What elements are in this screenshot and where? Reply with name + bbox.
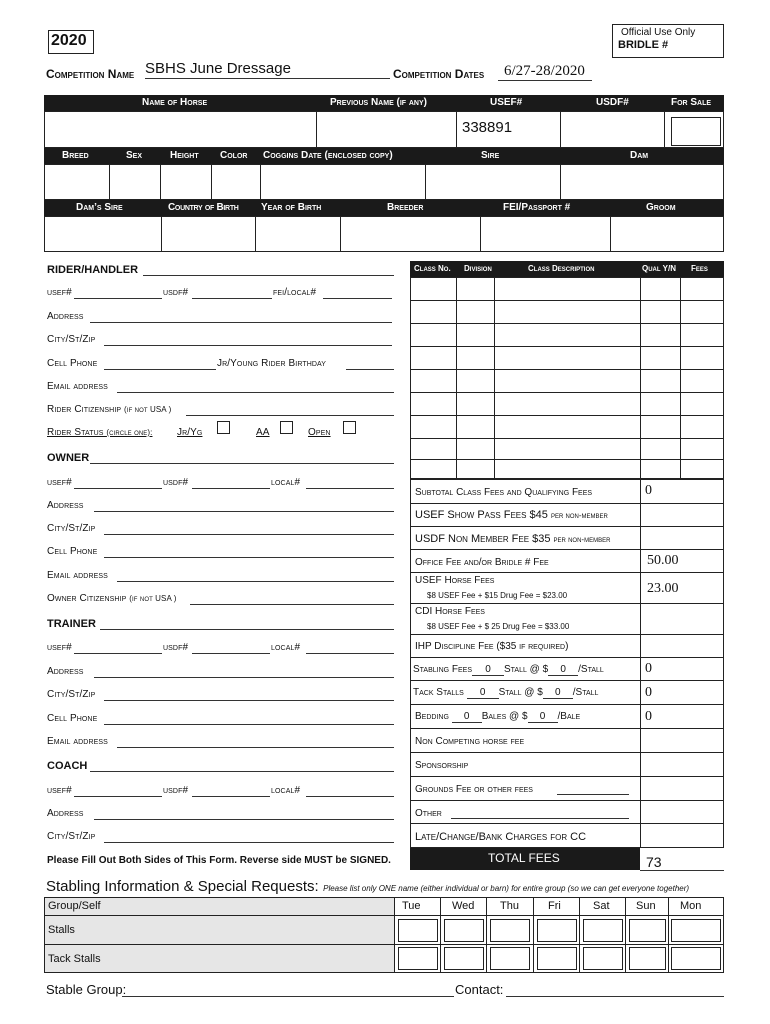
tack-stall-sun[interactable] (629, 947, 666, 970)
rider-usdf-label: usdf# (163, 287, 189, 298)
owner-citizenship-line[interactable] (190, 604, 394, 605)
fee-row-non-competing: Non Competing horse fee (410, 729, 724, 753)
fee-row-subtotal: Subtotal Class Fees and Qualifying Fees 0 (410, 479, 724, 504)
stalls-row (45, 916, 394, 945)
rider-fei-local-line[interactable] (323, 298, 392, 299)
breed-field[interactable] (44, 164, 110, 200)
owner-local-line[interactable] (306, 488, 394, 489)
class-table (410, 277, 724, 479)
owner-usef-line[interactable] (74, 488, 162, 489)
fees-label: Fees (691, 264, 708, 273)
bedding-value[interactable]: 0 (645, 709, 652, 724)
rider-email-label: Email address (47, 381, 108, 392)
tack-stall-wed[interactable] (444, 947, 484, 970)
stabling-info-title: Stabling Information & Special Requests: Please list only ONE name (either individual or barn) for entire group (so we can get everyone together) (46, 878, 690, 895)
tack-count[interactable]: 0 (467, 687, 499, 699)
breed-label: Breed (62, 150, 89, 161)
stall-fri[interactable] (537, 919, 577, 942)
color-field[interactable] (211, 164, 261, 200)
owner-cell-line[interactable] (104, 557, 394, 558)
tack-stall-thu[interactable] (490, 947, 530, 970)
fee-row-usdf-non-member: USDF Non Member Fee $35 per non-member (410, 527, 724, 550)
owner-email-label: Email address (47, 570, 108, 581)
stall-sat[interactable] (583, 919, 623, 942)
coach-usef-label: usef# (47, 785, 72, 796)
competition-name-value[interactable]: SBHS June Dressage (145, 60, 291, 77)
dam-label: Dam (630, 150, 649, 161)
other-line[interactable] (451, 818, 629, 819)
color-label: Color (220, 150, 248, 161)
usdf-label: USDF# (596, 97, 629, 108)
stall-sun[interactable] (629, 919, 666, 942)
competition-dates-value[interactable]: 6/27-28/2020 (504, 63, 585, 79)
trainer-cell-label: Cell Phone (47, 713, 98, 724)
owner-usdf-label: usdf# (163, 477, 189, 488)
owner-usdf-line[interactable] (192, 488, 270, 489)
coach-address-line[interactable] (94, 819, 394, 820)
status-aa-label: AA (256, 427, 270, 438)
owner-email-line[interactable] (117, 581, 394, 582)
trainer-heading: TRAINER (47, 618, 96, 630)
stable-group-line[interactable] (122, 996, 454, 997)
rider-cell-line[interactable] (104, 369, 216, 370)
for-sale-checkbox[interactable] (671, 117, 721, 146)
fee-row-cdi-horse: CDI Horse Fees $8 USEF Fee + $ 25 Drug Fee = $33.00 (410, 604, 724, 635)
rider-usef-line[interactable] (74, 298, 162, 299)
breeder-field[interactable] (340, 216, 481, 252)
fee-row-bedding: Bedding 0 Bales @ $ 0 /Bale 0 (410, 705, 724, 729)
group-self-label: Group/Self (48, 900, 101, 912)
sex-label: Sex (126, 150, 143, 161)
coggins-field[interactable] (260, 164, 426, 200)
sex-field[interactable] (109, 164, 161, 200)
coach-heading: COACH (47, 760, 88, 772)
rider-citizenship-label: Rider Citizenship (if not USA ) (47, 404, 172, 415)
day-wed: Wed (452, 900, 475, 912)
trainer-usef-line[interactable] (74, 653, 162, 654)
stabling-value[interactable]: 0 (645, 661, 652, 676)
coach-city-label: City/St/Zip (47, 831, 96, 842)
fee-row-tack: Tack Stalls 0 Stall @ $ 0 /Stall 0 (410, 681, 724, 705)
stall-wed[interactable] (444, 919, 484, 942)
tack-stall-fri[interactable] (537, 947, 577, 970)
coach-address-label: Address (47, 808, 84, 819)
rider-citizenship-line[interactable] (186, 415, 394, 416)
horse-header-bar (44, 95, 724, 111)
stabling-price[interactable]: 0 (548, 664, 578, 676)
trainer-email-label: Email address (47, 736, 108, 747)
day-sat: Sat (593, 900, 610, 912)
rider-fei-local-label: fei/local# (273, 287, 317, 298)
fee-row-usef-horse: USEF Horse Fees $8 USEF Fee + $15 Drug Fee = $23.00 23.00 (410, 573, 724, 604)
rider-jr-birthday-label: Jr/Young Rider Birthday (217, 358, 327, 369)
year-of-birth-field[interactable] (255, 216, 341, 252)
coach-local-label: local# (271, 785, 301, 796)
owner-address-line[interactable] (94, 511, 394, 512)
rider-usdf-line[interactable] (192, 298, 272, 299)
height-field[interactable] (160, 164, 212, 200)
status-open-checkbox[interactable] (343, 421, 356, 434)
rider-city-label: City/St/Zip (47, 334, 96, 345)
fee-row-stabling: Stabling Fees 0 Stall @ $ 0 /Stall 0 (410, 658, 724, 681)
usef-label: USEF# (490, 97, 523, 108)
rider-city-line[interactable] (104, 345, 392, 346)
rider-jr-birthday-line[interactable] (346, 369, 394, 370)
owner-local-label: local# (271, 477, 301, 488)
fei-label: FEI/Passport # (503, 202, 571, 213)
class-no-label: Class No. (414, 264, 451, 273)
contact-label: Contact: (455, 982, 504, 997)
status-aa-checkbox[interactable] (280, 421, 293, 434)
dams-header-bar (44, 200, 724, 216)
fee-row-grounds: Grounds Fee or other fees (410, 777, 724, 801)
owner-city-line[interactable] (104, 534, 394, 535)
bedding-count[interactable]: 0 (452, 711, 482, 723)
tack-value[interactable]: 0 (645, 685, 652, 700)
rider-heading: RIDER/HANDLER (47, 264, 139, 276)
bedding-price[interactable]: 0 (528, 711, 558, 723)
total-fees-label: TOTAL FEES (488, 851, 560, 865)
status-open-label: Open (308, 427, 331, 438)
tack-stalls-label: Tack Stalls (48, 953, 101, 965)
previous-name-field[interactable] (316, 111, 457, 148)
official-use-label: Official Use Only (621, 27, 696, 38)
class-header-bar (410, 261, 724, 277)
breed-header-bar (44, 148, 724, 164)
qual-label: Qual Y/N (642, 264, 676, 273)
for-sale-label: For Sale (671, 97, 712, 108)
day-sun: Sun (636, 900, 656, 912)
stall-thu[interactable] (490, 919, 530, 942)
height-label: Height (170, 150, 199, 161)
trainer-email-line[interactable] (117, 747, 394, 748)
stabling-count[interactable]: 0 (472, 664, 504, 676)
coach-usdf-line[interactable] (192, 796, 270, 797)
previous-name-label: Previous Name (if any) (330, 97, 427, 108)
office-fee-value[interactable]: 50.00 (647, 553, 679, 568)
rider-cell-label: Cell Phone (47, 358, 98, 369)
fee-row-other: Other (410, 801, 724, 824)
year-of-birth-label: Year of Birth (261, 202, 322, 213)
sire-label: Sire (481, 150, 500, 161)
owner-address-label: Address (47, 500, 84, 511)
usef-horse-value[interactable]: 23.00 (647, 581, 679, 596)
grounds-line[interactable] (557, 794, 629, 795)
trainer-usdf-line[interactable] (192, 653, 270, 654)
coggins-label: Coggins Date (enclosed copy) (263, 150, 393, 161)
subtotal-value[interactable]: 0 (645, 483, 652, 498)
usdf-number-field[interactable] (560, 111, 665, 148)
coach-usdf-label: usdf# (163, 785, 189, 796)
tack-stall-tue[interactable] (398, 947, 438, 970)
stall-tue[interactable] (398, 919, 438, 942)
name-of-horse-label: Name of Horse (142, 97, 208, 108)
owner-usef-label: usef# (47, 477, 72, 488)
rider-address-line[interactable] (90, 322, 392, 323)
total-fees-value[interactable]: 73 (646, 854, 662, 870)
competition-name-label: Competition Name (46, 67, 135, 81)
trainer-usdf-label: usdf# (163, 642, 189, 653)
trainer-cell-line[interactable] (104, 724, 394, 725)
day-fri: Fri (548, 900, 561, 912)
bridle-label: BRIDLE # (618, 39, 669, 51)
trainer-address-label: Address (47, 666, 84, 677)
division-label: Division (464, 264, 492, 273)
coach-usef-line[interactable] (74, 796, 162, 797)
stalls-label: Stalls (48, 924, 75, 936)
owner-city-label: City/St/Zip (47, 523, 96, 534)
total-fees-bar (410, 848, 640, 870)
status-jr-checkbox[interactable] (217, 421, 230, 434)
sire-field[interactable] (425, 164, 561, 200)
competition-dates-label: Competition Dates (393, 67, 485, 81)
tack-price[interactable]: 0 (543, 687, 573, 699)
day-tue: Tue (402, 900, 421, 912)
stable-group-label: Stable Group: (46, 982, 127, 997)
fee-row-office: Office Fee and/or Bridle # Fee 50.00 (410, 550, 724, 573)
rider-status-label: Rider Status (circle one): (47, 427, 153, 438)
day-mon: Mon (680, 900, 702, 912)
usef-number-value: 338891 (462, 119, 513, 136)
rider-address-label: Address (47, 311, 84, 322)
fee-row-ihp: IHP Discipline Fee ($35 if required) (410, 635, 724, 658)
trainer-city-line[interactable] (104, 700, 394, 701)
status-jr-label: Jr/Yg (177, 427, 203, 438)
fee-row-usef-show-pass: USEF Show Pass Fees $45 per non-member (410, 504, 724, 527)
country-label: Country of Birth (168, 202, 239, 213)
owner-cell-label: Cell Phone (47, 546, 98, 557)
stall-mon[interactable] (671, 919, 721, 942)
owner-heading: OWNER (47, 452, 90, 464)
coach-city-line[interactable] (104, 842, 394, 843)
dams-sire-label: Dam’s Sire (76, 202, 123, 213)
dam-field[interactable] (560, 164, 724, 200)
tack-stall-sat[interactable] (583, 947, 623, 970)
trainer-local-label: local# (271, 642, 301, 653)
signing-notice: Please Fill Out Both Sides of This Form. Reverse side MUST be SIGNED. (47, 855, 391, 866)
breeder-label: Breeder (387, 202, 424, 213)
fei-field[interactable] (480, 216, 611, 252)
fee-row-sponsorship: Sponsorship (410, 753, 724, 777)
groom-label: Groom (646, 202, 676, 213)
contact-line[interactable] (506, 996, 724, 997)
rider-usef-label: usef# (47, 287, 72, 298)
day-thu: Thu (500, 900, 519, 912)
coach-local-line[interactable] (306, 796, 394, 797)
groom-field[interactable] (610, 216, 724, 252)
tack-stall-mon[interactable] (671, 947, 721, 970)
fee-row-late: Late/Change/Bank Charges for CC (410, 824, 724, 848)
year: 2020 (51, 32, 87, 49)
dams-sire-field[interactable] (44, 216, 162, 252)
horse-name-field[interactable] (44, 111, 317, 148)
trainer-local-line[interactable] (306, 653, 394, 654)
country-field[interactable] (161, 216, 256, 252)
trainer-address-line[interactable] (94, 677, 394, 678)
trainer-city-label: City/St/Zip (47, 689, 96, 700)
rider-email-line[interactable] (117, 392, 394, 393)
owner-citizenship-label: Owner Citizenship (if not USA ) (47, 593, 177, 604)
trainer-usef-label: usef# (47, 642, 72, 653)
class-desc-label: Class Description (528, 264, 595, 273)
